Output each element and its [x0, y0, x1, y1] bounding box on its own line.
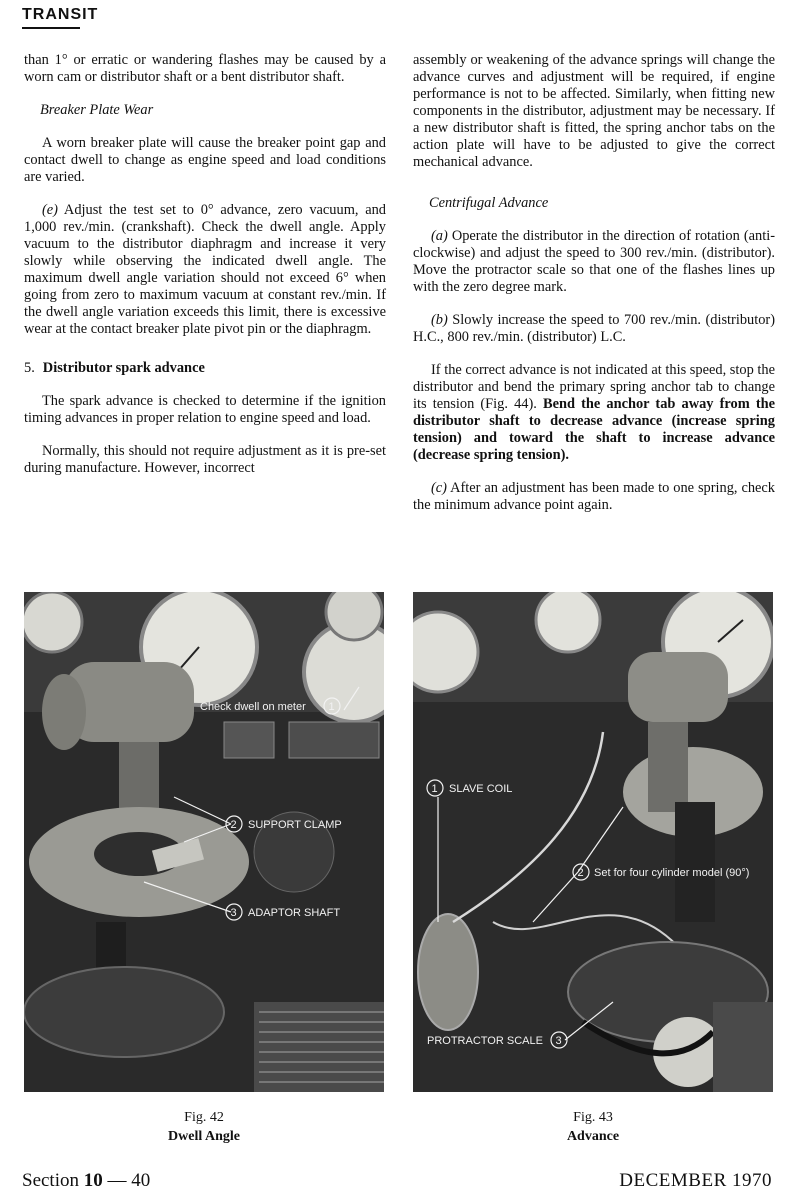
figure-number: Fig. 42 — [184, 1110, 224, 1125]
step-marker-c: (c) — [431, 480, 447, 496]
figure-number: Fig. 43 — [573, 1110, 613, 1125]
left-text-column — [24, 52, 386, 493]
advance-photo-illustration — [413, 592, 773, 1092]
step-marker-a: (a) — [431, 228, 448, 244]
step-marker-e: (e) — [42, 202, 58, 218]
section-title: Distributor spark advance — [42, 360, 205, 376]
page-header — [22, 6, 98, 24]
step-c-text: After an adjustment has been made to one spring, check the minimum advance point again. — [413, 480, 775, 513]
section-heading — [24, 360, 386, 377]
dwell-angle-photo-illustration — [24, 592, 384, 1092]
header-underline — [22, 27, 80, 29]
paragraph-breaker-wear: A worn breaker plate will cause the breaker point gap and contact dwell to change as engine speed and load conditions are varied. — [24, 135, 386, 185]
centrifugal-advance-heading: Centrifugal Advance — [429, 195, 549, 211]
right-text-column — [413, 52, 775, 530]
callout-number: 3 — [555, 1035, 562, 1047]
callout-number: 3 — [230, 907, 237, 919]
figure-42-photo — [24, 592, 384, 1092]
callout-number: 1 — [328, 701, 335, 713]
manual-title: TRANSIT — [22, 6, 99, 23]
page-suffix: — 40 — [102, 1170, 151, 1191]
if-correct-bold-text: Bend the anchor tab away from the distributor shaft to decrease advance (increase spring tension) and toward the shaft to increase advance (decrease spring tension). — [413, 396, 776, 463]
paragraph-normally: Normally, this should not require adjustment as it is pre-set during manufacture. However, incorrect — [24, 443, 386, 476]
section-number: 5. — [24, 360, 35, 376]
callout-label: ADAPTOR SHAFT — [248, 907, 341, 919]
paragraph-spark-advance: The spark advance is checked to determine if the ignition timing advances in proper relation to engine speed and load. — [24, 393, 386, 426]
callout-label: SLAVE COIL — [449, 783, 513, 795]
gauge-left — [24, 592, 82, 652]
section-prefix: Section — [22, 1170, 84, 1191]
callout-label: PROTRACTOR SCALE — [427, 1035, 543, 1047]
step-a-text: Operate the distributor in the direction of rotation (anti-clockwise) and adjust the speed to 300 rev./min. (distributor). Move the protractor scale so that one of the flashes lines up with the zero degree mark. — [413, 228, 775, 295]
section-num: 10 — [83, 1170, 103, 1191]
paragraph-assembly: assembly or weakening of the advance springs will change the advance curves and adjustment will be required, if engine performance is not to be affected. Similarly, when fitting new components in the distributor, adjustment may be necessary. If a new distributor shaft is fitted, the spring anchor tabs on the action plate will have to be adjusted to give the correct mechanical advance. — [413, 52, 775, 170]
publication-date: DECEMBER 1970 — [619, 1170, 772, 1191]
paragraph-continuation: than 1° or erratic or wandering flashes may be caused by a worn cam or distributor shaft or a bent distributor shaft. — [24, 52, 386, 85]
step-marker-b: (b) — [431, 312, 448, 328]
figure-43-caption — [413, 1108, 773, 1146]
paragraph-step-c — [413, 480, 775, 514]
callout-number: 2 — [230, 819, 237, 831]
paragraph-step-b — [413, 312, 775, 346]
callout-four-cylinder — [573, 864, 749, 880]
page-section-number — [22, 1170, 150, 1192]
figure-title: Advance — [566, 1129, 620, 1144]
protractor-base — [24, 967, 224, 1057]
callout-label: SUPPORT CLAMP — [248, 819, 342, 831]
slave-coil — [418, 914, 478, 1030]
figure-43-photo — [413, 592, 773, 1092]
figure-42-caption — [24, 1108, 384, 1146]
callout-label: Set for four cylinder model (90°) — [594, 867, 750, 879]
callout-label: Check dwell on meter — [200, 701, 306, 713]
breaker-plate-heading: Breaker Plate Wear — [40, 102, 154, 118]
paragraph-if-correct — [413, 362, 775, 464]
callout-number: 1 — [431, 783, 438, 795]
step-e-text: Adjust the test set to 0° advance, zero vacuum, and 1,000 rev./min. (crankshaft). Check the dwell angle. Apply vacuum to the distributor diaphragm and increase it very slowly while observing the indicated dwell angle. The maximum dwell angle variation should not exceed 6° when going from zero to maximum vacuum at constant rev./min. If the dwell angle variation exceeds this limit, there is excessive wear at the contact breaker plate pivot pin or the diaphragm. — [24, 202, 386, 337]
paragraph-step-e — [24, 202, 386, 338]
step-b-text: Slowly increase the speed to 700 rev./min. (distributor) H.C., 800 rev./min. (distributor) L.C. — [413, 312, 775, 345]
paragraph-step-a — [413, 228, 775, 296]
if-correct-text: If the correct advance is not indicated at this speed, stop the distributor and bend the primary spring anchor tab to change its tension (Fig. 44). — [413, 362, 775, 412]
figure-title: Dwell Angle — [168, 1129, 240, 1144]
callout-number: 2 — [577, 867, 584, 879]
